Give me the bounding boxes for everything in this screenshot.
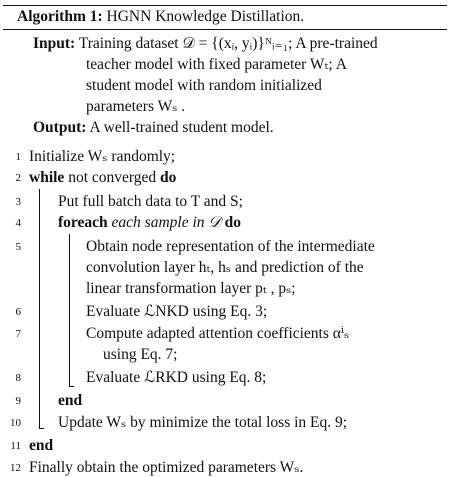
algorithm-title xyxy=(17,8,304,26)
step-body: each sample in 𝒟 xyxy=(107,214,225,231)
title-rule xyxy=(3,29,447,30)
algorithm-title-text: HGNN Knowledge Distillation. xyxy=(106,8,305,25)
line-number: 8 xyxy=(15,372,21,384)
step-text-continued: using Eq. 7; xyxy=(103,346,178,363)
line-number: 3 xyxy=(15,196,21,208)
step-text: Initialize Wₛ randomly; xyxy=(29,148,176,165)
input-line-3: student model with random initialized xyxy=(86,77,322,94)
line-number: 10 xyxy=(10,417,21,429)
input-text-1: Training dataset 𝒟 = {(xᵢ, yᵢ)}ᴺᵢ₌₁; A pre-trained xyxy=(78,35,378,52)
step-text: Update Wₛ by minimize the total loss in Eq. 9; xyxy=(58,414,348,431)
step-text: Put full batch data to T and S; xyxy=(58,193,243,210)
step-text-continued: convolution layer hₜ, hₛ and prediction of the xyxy=(86,259,364,276)
step-text xyxy=(29,169,176,187)
keyword-do: do xyxy=(224,214,242,231)
input-line-1 xyxy=(33,35,378,53)
foreach-block-tick xyxy=(69,386,74,387)
line-number: 12 xyxy=(10,462,21,474)
keyword-while: while xyxy=(29,169,65,186)
line-number: 1 xyxy=(15,151,21,163)
while-block-tick xyxy=(39,428,44,429)
step-body: not converged xyxy=(64,169,161,186)
keyword-foreach: foreach xyxy=(58,214,108,231)
line-number: 5 xyxy=(15,241,21,253)
line-number: 2 xyxy=(15,172,21,184)
input-line-2: teacher model with fixed parameter Wₜ; A xyxy=(86,56,347,73)
top-rule xyxy=(3,5,447,6)
step-text: Evaluate ℒNKD using Eq. 3; xyxy=(86,303,268,320)
while-block-bar xyxy=(39,189,40,428)
keyword-end: end xyxy=(29,437,54,454)
line-number: 7 xyxy=(15,328,21,340)
algorithm-title-label: Algorithm 1: xyxy=(17,8,103,25)
output-line xyxy=(33,119,274,137)
step-text: Compute adapted attention coefficients αⁱₛ xyxy=(86,325,350,342)
line-number: 4 xyxy=(15,217,21,229)
step-text: Obtain node representation of the intermediate xyxy=(86,238,375,255)
step-text-continued: linear transformation layer pₜ , pₛ; xyxy=(86,280,296,297)
output-label: Output: xyxy=(33,119,87,136)
line-number: 6 xyxy=(15,306,21,318)
keyword-end: end xyxy=(58,392,83,409)
line-number: 11 xyxy=(10,440,21,452)
step-text: Evaluate ℒRKD using Eq. 8; xyxy=(86,369,267,386)
input-line-4: parameters Wₛ . xyxy=(86,98,186,115)
step-text xyxy=(58,214,241,232)
input-label: Input: xyxy=(33,35,76,52)
algorithm-block xyxy=(3,5,447,476)
keyword-do: do xyxy=(160,169,177,186)
foreach-block-bar xyxy=(69,234,70,386)
step-text: Finally obtain the optimized parameters Wₛ. xyxy=(29,459,304,476)
line-number: 9 xyxy=(15,395,21,407)
output-text: A well-trained student model. xyxy=(89,119,274,136)
